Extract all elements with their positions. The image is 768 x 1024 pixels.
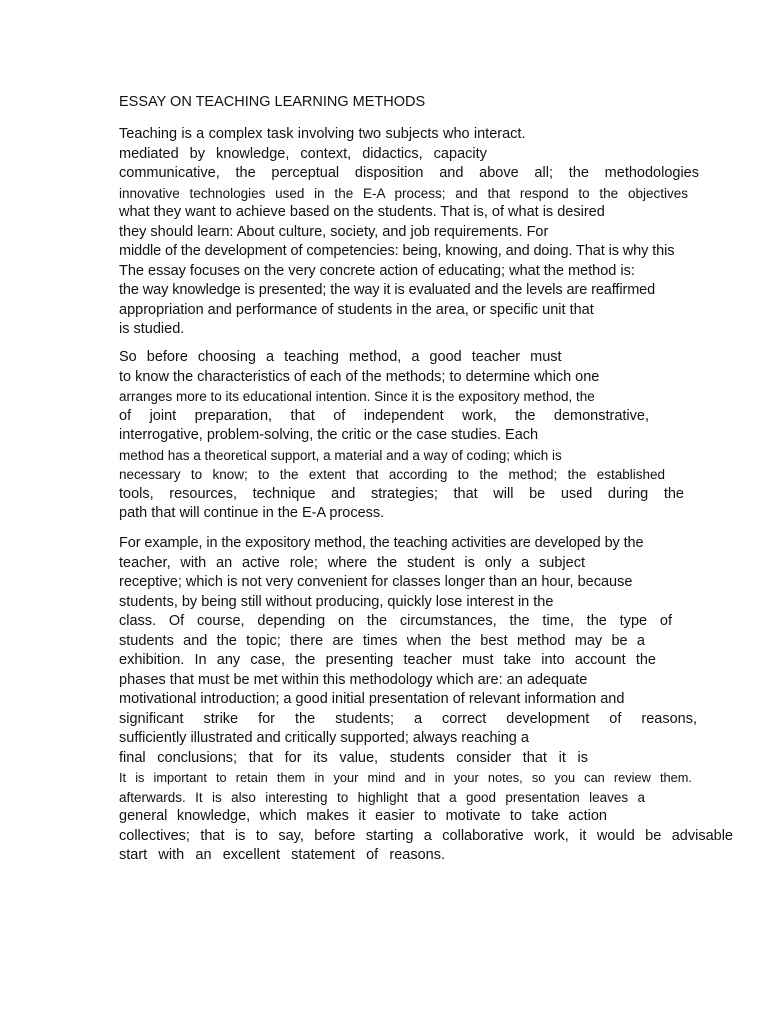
text-line: start with an excellent statement of reasons. [119, 847, 445, 863]
text-line: teacher, with an active role; where the student is only a subject [119, 554, 585, 571]
text-line: what they want to achieve based on the students. That is, of what is desired [119, 204, 605, 220]
text-line: method has a theoretical support, a material and a way of coding; which is [119, 447, 562, 463]
paragraph-1 [119, 125, 699, 340]
text-line: receptive; which is not very convenient for classes longer than an hour, because [119, 574, 633, 590]
text-line: The essay focuses on the very concrete action of educating; what the method is: [119, 262, 635, 279]
text-line: Teaching is a complex task involving two subjects who interact. [119, 126, 526, 142]
text-line: of joint preparation, that of independent work, the demonstrative, [119, 407, 649, 424]
text-line: class. Of course, depending on the circumstances, the time, the type of [119, 613, 672, 629]
text-line: significant strike for the students; a correct development of reasons, [119, 710, 697, 727]
text-line: appropriation and performance of students in the area, or specific unit that [119, 301, 594, 318]
text-line: students, by being still without producing, quickly lose interest in the [119, 593, 554, 610]
text-line: tools, resources, technique and strategies; that will be used during the [119, 485, 684, 502]
text-line: the way knowledge is presented; the way it is evaluated and the levels are reaffirmed [119, 282, 656, 298]
text-line: arranges more to its educational intention. Since it is the expository method, the [119, 389, 595, 404]
text-line: innovative technologies used in the E-A process; and that respond to the objectives [119, 185, 688, 201]
text-line: sufficiently illustrated and critically supported; always reaching a [119, 730, 529, 746]
text-line: It is important to retain them in your mind and in your notes, so you can review them. [119, 770, 692, 785]
text-line: motivational introduction; a good initial presentation of relevant information and [119, 691, 625, 707]
text-line: collectives; that is to say, before starting a collaborative work, it would be advisable [119, 827, 733, 844]
text-line: phases that must be met within this methodology which are: an adequate [119, 671, 588, 688]
text-line: necessary to know; to the extent that according to the method; the established [119, 467, 665, 482]
text-line: to know the characteristics of each of the methods; to determine which one [119, 368, 600, 385]
document-title: ESSAY ON TEACHING LEARNING METHODS [119, 94, 426, 110]
text-line: final conclusions; that for its value, students consider that it is [119, 749, 588, 766]
text-line: afterwards. It is also interesting to highlight that a good presentation leaves a [119, 789, 645, 805]
paragraph-2 [119, 348, 684, 524]
text-line: So before choosing a teaching method, a good teacher must [119, 349, 562, 365]
text-line: interrogative, problem-solving, the critic or the case studies. Each [119, 427, 539, 443]
text-line: exhibition. In any case, the presenting teacher must take into account the [119, 652, 656, 668]
text-line: is studied. [119, 321, 185, 337]
text-line: path that will continue in the E-A process. [119, 505, 385, 521]
paragraph-3 [119, 534, 733, 866]
text-line: mediated by knowledge, context, didactics, capacity [119, 145, 487, 162]
text-line: communicative, the perceptual disposition and above all; the methodologies [119, 165, 699, 181]
text-line: they should learn: About culture, society, and job requirements. For [119, 223, 549, 240]
text-line: For example, in the expository method, the teaching activities are developed by the [119, 535, 644, 551]
text-line: students and the topic; there are times when the best method may be a [119, 632, 645, 649]
text-line: general knowledge, which makes it easier to motivate to take action [119, 808, 607, 824]
text-line: middle of the development of competencies: being, knowing, and doing. That is why this [119, 243, 675, 259]
